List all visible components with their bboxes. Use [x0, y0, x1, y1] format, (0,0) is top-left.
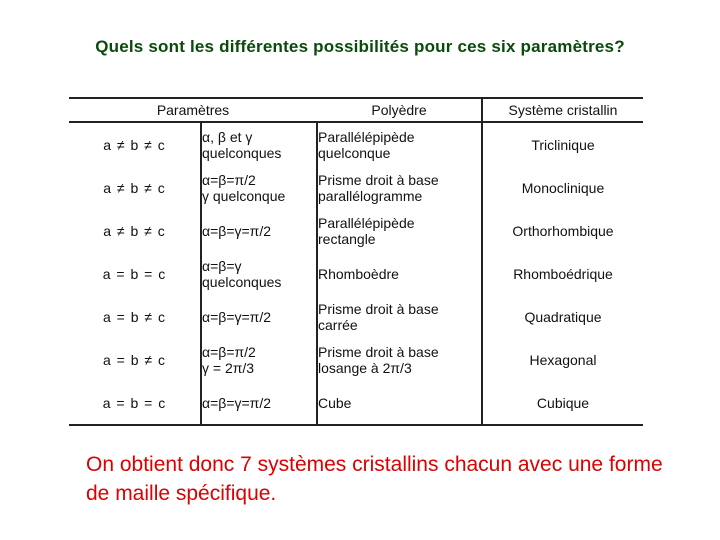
table-row: [69, 252, 643, 295]
table-body: [69, 122, 643, 425]
angles-cell: [201, 252, 317, 295]
polyedre-line: rectangle: [318, 230, 376, 247]
polyedre-cell: [317, 381, 482, 425]
polyedre-line: Rhomboèdre: [318, 265, 399, 282]
polyedre-line: Prisme droit à base: [318, 171, 439, 188]
polyedre-line: parallélogramme: [318, 187, 423, 204]
systeme-cell: Triclinique: [531, 136, 595, 153]
header-polyedre: Polyèdre: [317, 98, 482, 122]
table-row: [69, 381, 643, 425]
conclusion-text: On obtient donc 7 systèmes cristallins chacun avec une forme de maille spécifique.: [86, 453, 663, 505]
table-row: [69, 338, 643, 381]
angles-line: γ = 2π/3: [202, 359, 255, 376]
polyedre-cell: [317, 166, 482, 209]
systeme-cell: Monoclinique: [521, 179, 605, 196]
table-row: [69, 166, 643, 209]
angles-cell: [201, 295, 317, 338]
lengths-cell: a ≠ b ≠ c: [69, 122, 201, 166]
angles-line: γ quelconque: [202, 187, 286, 204]
angles-line: α=β=γ: [202, 257, 242, 274]
polyedre-line: Prisme droit à base: [318, 343, 439, 360]
table-row: [69, 122, 643, 166]
polyedre-cell: [317, 338, 482, 381]
polyedre-cell: [317, 252, 482, 295]
polyedre-cell: [317, 122, 482, 166]
lengths-cell: a = b = c: [69, 252, 201, 295]
polyedre-line: Cube: [318, 394, 352, 411]
angles-line: quelconques: [202, 273, 282, 290]
table-row: [69, 209, 643, 252]
systeme-cell: Hexagonal: [529, 351, 597, 368]
systeme-cell: Rhomboédrique: [513, 265, 613, 282]
angles-line: α=β=γ=π/2: [202, 222, 272, 239]
systeme-cell: Orthorhombique: [512, 222, 614, 239]
angles-line: α=β=π/2: [202, 171, 256, 188]
header-systeme: Système cristallin: [482, 98, 643, 122]
polyedre-line: losange à 2π/3: [318, 359, 412, 376]
angles-line: α, β et γ: [202, 128, 253, 145]
polyedre-line: Prisme droit à base: [318, 300, 439, 317]
angles-line: α=β=π/2: [202, 343, 256, 360]
systeme-cell: Quadratique: [524, 308, 602, 325]
header-parametres: Paramètres: [69, 98, 317, 122]
angles-line: quelconques: [202, 144, 282, 161]
angles-cell: [201, 122, 317, 166]
lengths-cell: a = b ≠ c: [69, 338, 201, 381]
angles-line: α=β=γ=π/2: [202, 394, 272, 411]
table-row: [69, 295, 643, 338]
lengths-cell: a ≠ b ≠ c: [69, 209, 201, 252]
lengths-cell: a = b ≠ c: [69, 295, 201, 338]
angles-cell: [201, 381, 317, 425]
angles-cell: [201, 338, 317, 381]
polyedre-cell: [317, 209, 482, 252]
polyedre-line: Parallélépipède: [318, 214, 415, 231]
polyedre-line: quelconque: [318, 144, 391, 161]
page-title: Quels sont les différentes possibilités pour ces six paramètres?: [95, 37, 625, 56]
angles-cell: [201, 166, 317, 209]
polyedre-line: carrée: [318, 316, 358, 333]
crystal-systems-table: [69, 97, 643, 426]
lengths-cell: a = b = c: [69, 381, 201, 425]
table-header-row: [69, 98, 643, 122]
polyedre-line: Parallélépipède: [318, 128, 415, 145]
angles-cell: [201, 209, 317, 252]
polyedre-cell: [317, 295, 482, 338]
angles-line: α=β=γ=π/2: [202, 308, 272, 325]
systeme-cell: Cubique: [536, 394, 590, 411]
lengths-cell: a ≠ b ≠ c: [69, 166, 201, 209]
